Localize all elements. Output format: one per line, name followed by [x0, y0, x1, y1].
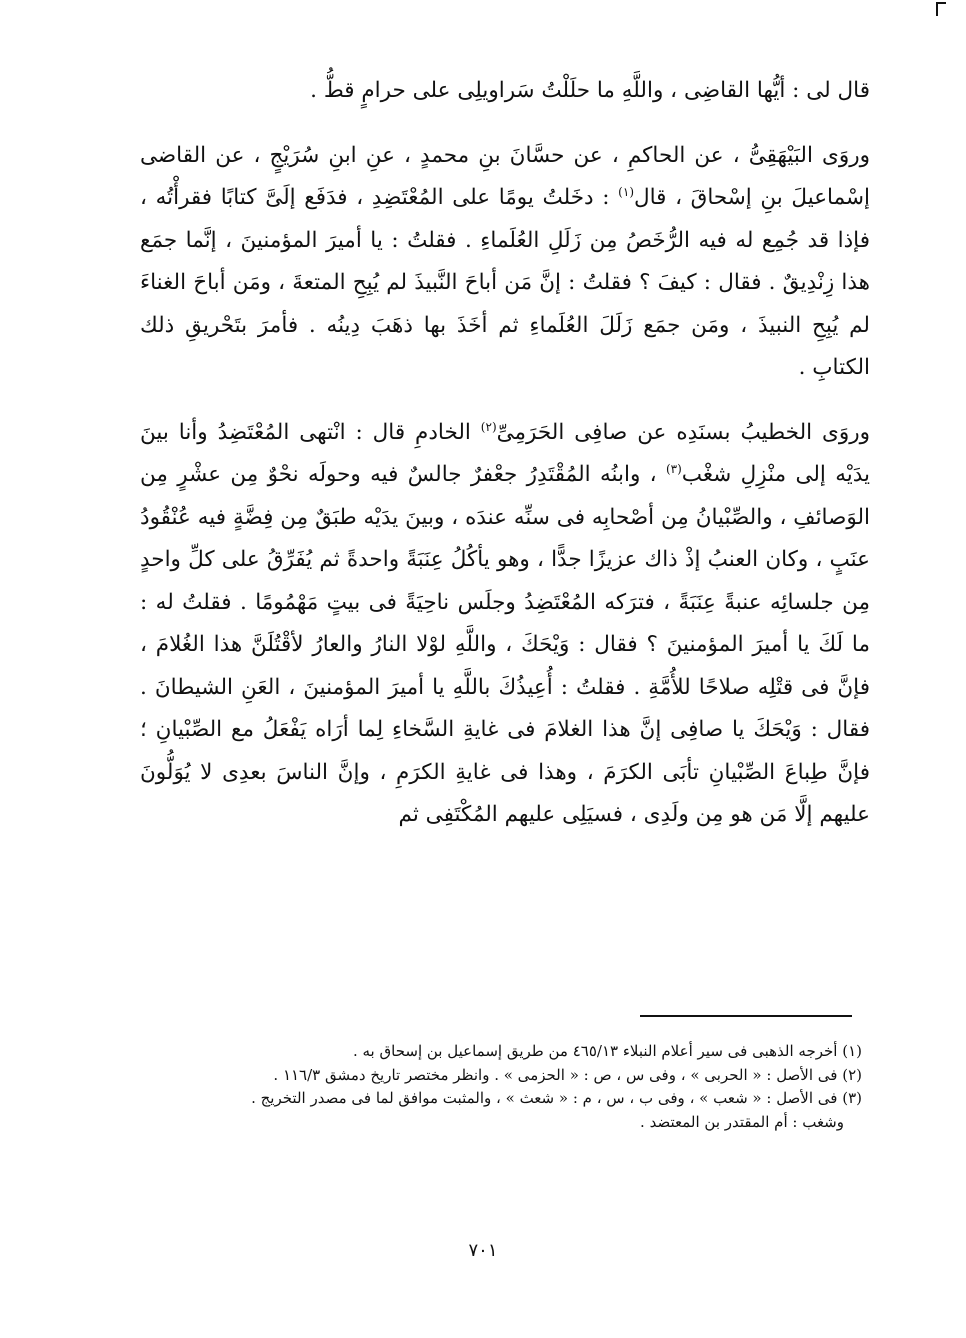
footnote-ref-2: (٢)	[480, 419, 497, 434]
footnote-1: (١) أخرجه الذهبى فى سير أعلام النبلاء ٤٦٥/١٣ من طريق إسماعيل بن إسحاق به .	[352, 1042, 862, 1060]
paragraph-1-text: قال لى : أيُّها القاضِى ، واللَّهِ ما حلَلْتُ سَراويلِى على حرامٍ قطُّ .	[310, 78, 870, 103]
footnotes	[150, 1040, 862, 1134]
footnote-3: (٣) فى الأصل : « شعب » ، وفى ب ، س ، م : « شعث » ، والمثبت موافق لما فى مصدر التخريج .	[251, 1089, 862, 1107]
paragraph-3-text-b: الخادمِ قال : انْتهى المُعْتَضِدُ وأنا بينَ يدَيْه إلى منْزِلِ شغْب	[140, 419, 871, 487]
paragraph-2	[140, 135, 870, 390]
paragraph-1	[140, 70, 870, 113]
footnote-ref-3: (٣)	[665, 461, 682, 476]
page-number: ٧٠١	[468, 1240, 498, 1261]
page-body	[140, 70, 870, 837]
paragraph-3-text-c: ، وابنُه المُقْتَدِرُ جعْفرٌ جالسٌ فيه وحولَه نحْوٌ مِن عشْرٍ مِن الوَصائفِ ، والصِّبْيانُ مِن أصْحابِه فى سنِّه عندَه ، وبينَ يدَيْه طبَقٌ مِن فِضَّةٍ فيه عُنْقُودُ عنَبٍ ، وكان العنبُ إذْ ذاك عزيزًا جدًّا ، وهو يأكُلُ عِنَبَةً واحدةً ثم يُفَرِّقُ على كلِّ واحدٍ مِن جلسائِه عنبةً عِنَبَةً ، فترَكه المُعْتَضِدُ وجلَس ناحِيَةً فى بيتٍ مَهْمُومًا . فقلتُ له : ما لَكَ يا أميرَ المؤمنينَ ؟ فقال : وَيْحَكَ ، واللَّهِ لوْلا النارُ والعارُ لأقْتُلَنَّ هذا الغُلامَ ، فإنَّ فى قتْلِه صلاحًا للأُمَّةِ . فقلتُ : أُعِيذُكَ باللَّهِ يا أميرَ المؤمنينَ ، العَنِ الشيطانَ . فقال : وَيْحَكَ يا صافِى إنَّ هذا الغلامَ فى غايةِ السَّخاءِ لِما أرَاه يَفْعَلُ مع الصِّبْيانِ ؛ فإنَّ طِباعَ الصِّبْيانِ تأبَى الكرَمَ ، وهذا فى غايةِ الكرَمِ ، وإنَّ الناسَ بعدِى لا يُوَلُّونَ عليهم إلَّا مَن هو مِن ولَدِى ، فسيَلِى عليهم المُكْتَفِى ثم	[140, 462, 870, 827]
footnote-separator	[640, 1015, 852, 1017]
paragraph-3	[140, 412, 870, 837]
corner-mark	[936, 2, 946, 16]
paragraph-2-text-b: : دخَلتُ يومًا على المُعْتَضِدِ ، فدَفَع إلَىَّ كتابًا فقرأْتُه ، فإذا قد جُمِع له فيه الرُّخَصُ مِن زَلَلِ العُلَماءِ . فقلتُ : يا أميرَ المؤمنينَ ، إنَّما جمَع هذا زِنْدِيقٌ . فقال : كيفَ ؟ فقلتُ : إنَّ مَن أباحَ النَّبيذَ لم يُبِحِ المتعةَ ، ومَن أباحَ الغناءَ لم يُبِحِ النبيذَ ، ومَن جمَع زَلَلَ العُلَماءِ ثم أخَذَ بها ذهَبَ دِينُه . فأمرَ بتَحْريقِ ذلك الكتابِ .	[140, 185, 870, 380]
paragraph-2-text-a: وروَى البَيْهَقِىُّ ، عن الحاكمِ ، عن حسَّانَ بنِ محمدٍ ، عنِ ابنِ سُرَيْجٍ ، عن القاضى إسْماعيلَ بنِ إسْحاقَ ، قال	[140, 142, 871, 210]
footnote-ref-1: (١)	[618, 184, 634, 199]
footnote-2: (٢) فى الأصل : « الحربى » ، وفى س ، ص : « الحزمى » . وانظر مختصر تاريخ دمشق ١١٦/٣ .	[273, 1065, 862, 1084]
footnote-3-continuation: وشغب : أم المقتدر بن المعتضد .	[640, 1112, 844, 1131]
paragraph-3-text-a: وروَى الخطيبُ بسنَدِه عن صافِى الحَرَمِىِّ	[496, 419, 870, 445]
